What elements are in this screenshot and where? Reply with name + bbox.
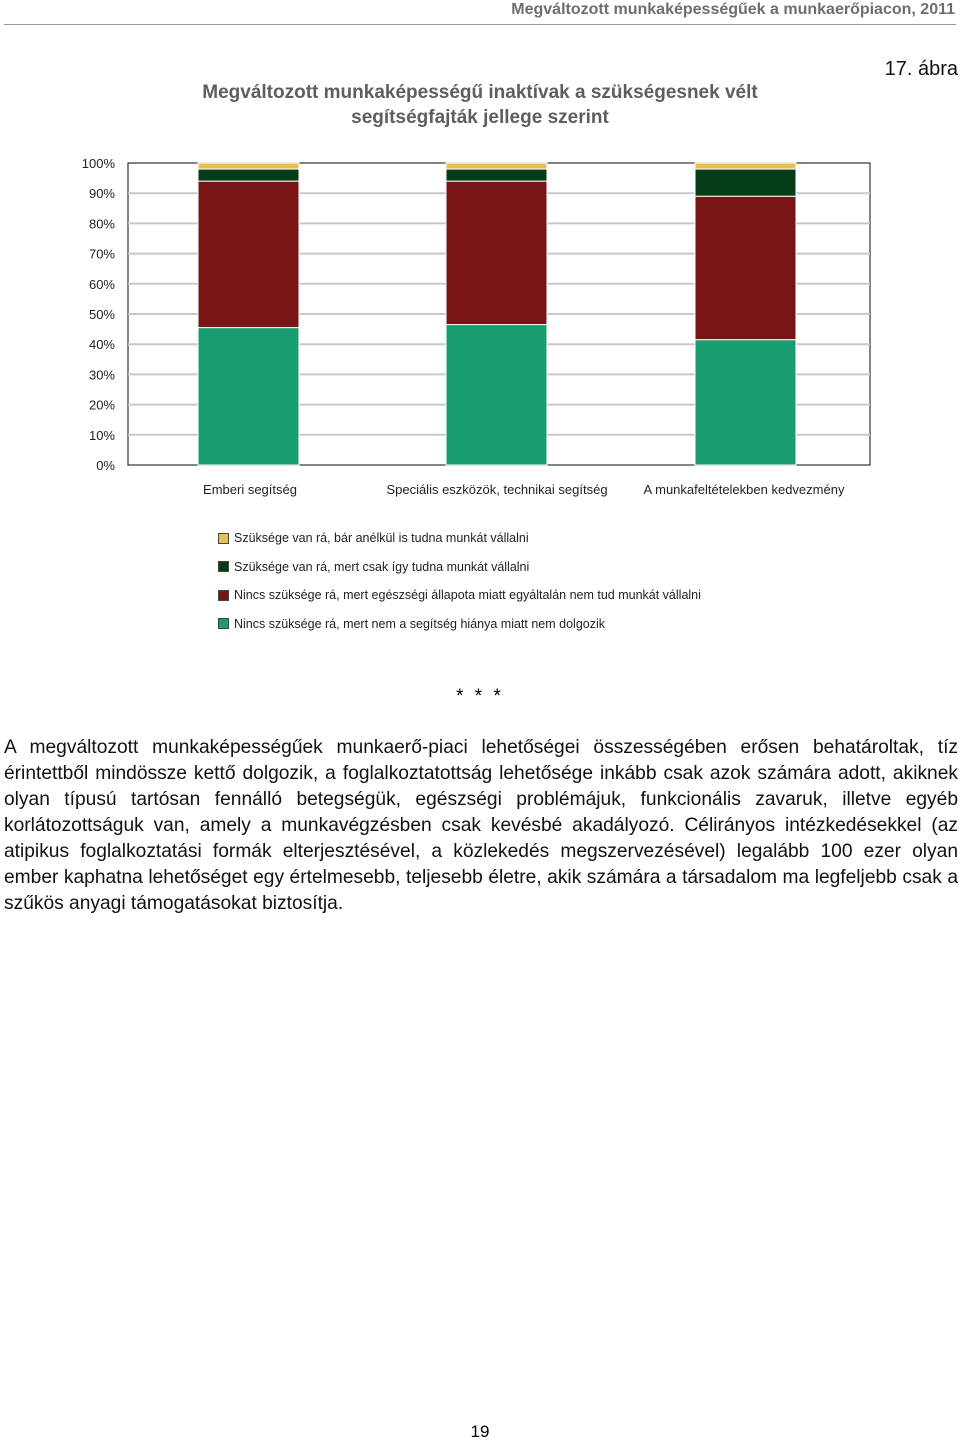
bar-segment (695, 196, 796, 339)
figure-number: 17. ábra (884, 58, 958, 80)
y-tick-label: 0% (96, 458, 115, 473)
y-tick-label: 20% (88, 397, 115, 413)
legend-label: Szüksége van rá, mert csak így tudna munkát vállalni (234, 559, 530, 574)
section-separator: * * * (456, 686, 504, 707)
y-tick-label: 80% (88, 216, 115, 232)
legend-item (218, 524, 701, 553)
bar-segment (198, 169, 299, 181)
legend-label: Nincs szüksége rá, mert egészségi állapota miatt egyáltalán nem tud munkát vállalni (234, 588, 701, 603)
legend-item (218, 553, 701, 582)
y-tick-label: 90% (88, 186, 115, 202)
legend-item (218, 581, 701, 610)
bar-segment (695, 340, 796, 465)
y-tick-label: 100% (81, 156, 115, 171)
bar-segment (198, 181, 299, 327)
figure-title-line-1: Megváltozott munkaképességű inaktívak a szükségesnek vélt (202, 82, 758, 103)
y-tick-label: 50% (88, 307, 115, 322)
legend-swatch (218, 561, 229, 572)
figure-title-line-2: segítségfajták jellege szerint (351, 107, 609, 128)
legend-item (218, 610, 701, 639)
bar-segment (446, 163, 547, 169)
legend-label: Nincs szüksége rá, mert nem a segítség hiánya miatt nem dolgozik (234, 616, 606, 631)
x-tick-label: A munkafeltételekben kedvezmény (643, 482, 845, 497)
bar-segment (446, 169, 547, 181)
y-tick-label: 70% (88, 246, 115, 262)
running-header: Megváltozott munkaképességűek a munkaerőpiacon, 2011 (511, 1, 955, 18)
bar-segment (198, 163, 299, 169)
header-rule (4, 24, 956, 25)
figure-title (150, 80, 810, 130)
stacked-bar-chart (0, 150, 960, 500)
legend-label: Szüksége van rá, bár anélkül is tudna munkát vállalni (234, 531, 529, 546)
y-tick-label: 30% (88, 367, 115, 383)
y-tick-label: 40% (88, 337, 115, 353)
x-tick-label: Speciális eszközök, technikai segítség (386, 482, 608, 497)
legend-swatch (218, 618, 229, 629)
bar-segment (198, 328, 299, 465)
chart-legend (218, 524, 701, 638)
bar-segment (446, 181, 547, 324)
bar-segment (446, 325, 547, 465)
page-number: 19 (470, 1422, 490, 1441)
bar-segment (695, 163, 796, 169)
y-tick-label: 10% (88, 427, 115, 443)
x-tick-label: Emberi segítség (203, 482, 297, 497)
legend-swatch (218, 533, 229, 544)
y-tick-label: 60% (88, 276, 115, 292)
legend-swatch (218, 590, 229, 601)
body-paragraph: A megváltozott munkaképességűek munkaerő-piaci lehetőségei összességében erősen behatároltak, tíz érintettből mindössze kettő dolgozik, a foglalkoztatottság lehetősége inkább csak azok számára adott, akiknek olyan típusú tartósan fennálló betegségük, egészségi problémájuk, funkcionális zavaruk, illetve egyéb korlátozottságuk van, amely a munkavégzésben csak kevésbé akadályozó. Célirányos intézkedésekkel (az atipikus foglalkoztatási formák elterjesztésével, a közlekedés megszervezésével) legalább 100 ezer olyan ember kaphatna lehetőséget egy értelmesebb, teljesebb életre, akik számára a társadalom ma legfeljebb csak a szűkös anyagi támogatásokat biztosítja. (4, 737, 958, 914)
bar-segment (695, 169, 796, 196)
